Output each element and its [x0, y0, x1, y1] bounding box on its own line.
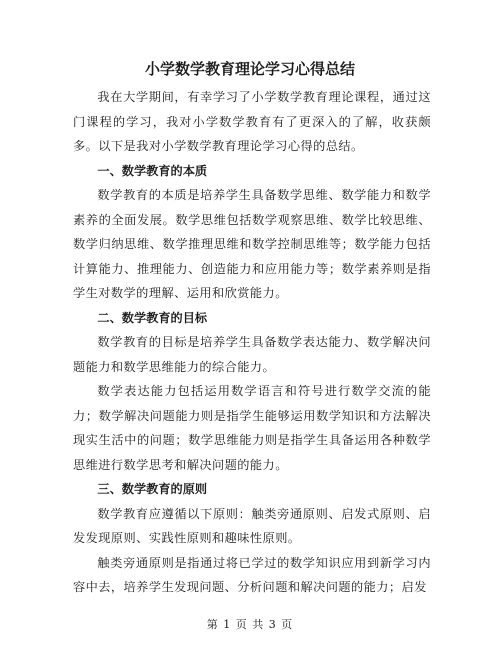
goals-paragraph: 数学教育的目标是培养学生具备数学表达能力、数学解决问题能力和数学思维能力的综合能力。	[73, 335, 431, 374]
document-body	[73, 85, 431, 600]
section-heading-essence: 一、数学教育的本质	[97, 163, 208, 178]
essence-paragraph: 数学教育的本质是培养学生具备数学思维、数学能力和数学素养的全面发展。数学思维包括数学观察思维、数学比较思维、数学归纳思维、数学推理思维和数学控制思维等；数学能力包括计算能力、推理能力、创造能力和应用能力等；数学素养则是指学生对数学的理解、运用和欣赏能力。	[73, 188, 431, 300]
abilities-paragraph: 数学表达能力包括运用数学语言和符号进行数学交流的能力；数学解决问题能力则是指学生能够运用数学知识和方法解决现实生活中的问题；数学思维能力则是指学生具备运用各种数学思维进行数学思考和解决问题的能力。	[73, 384, 431, 472]
principle-detail-paragraph: 触类旁通原则是指通过将已学过的数学知识应用到新学习内容中去，培养学生发现问题、分析问题和解决问题的能力；启发	[73, 555, 431, 594]
principles-paragraph: 数学教育应遵循以下原则：触类旁通原则、启发式原则、启发发现原则、实践性原则和趣味性原则。	[73, 506, 431, 545]
intro-paragraph: 我在大学期间，有幸学习了小学数学教育理论课程，通过这门课程的学习，我对小学数学教育有了更深入的了解，收获颇多。以下是我对小学数学教育理论学习心得的总结。	[73, 90, 431, 153]
section-heading-principles: 三、数学教育的原则	[97, 482, 208, 496]
document-title: 小学数学教育理论学习心得总结	[144, 60, 355, 78]
section-heading-goals: 二、数学教育的目标	[97, 310, 208, 325]
page-number-footer: 第 1 页 共 3 页	[206, 618, 294, 631]
